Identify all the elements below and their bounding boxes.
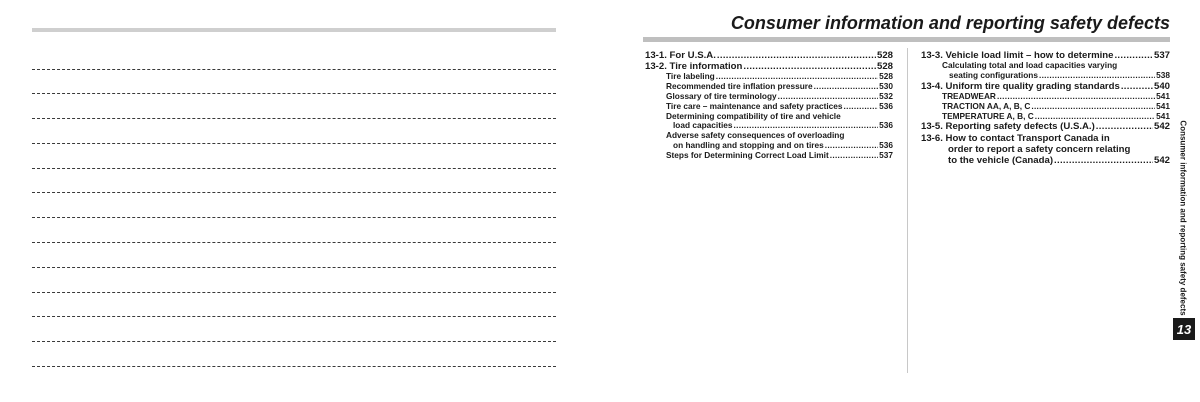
toc-page: 530 xyxy=(879,81,893,92)
toc-label: seating configurations xyxy=(949,70,1038,80)
note-line xyxy=(32,69,556,70)
toc-page: 542 xyxy=(1153,155,1170,166)
toc-entry-multiline[interactable] xyxy=(921,61,1170,81)
title-rule xyxy=(643,37,1170,42)
note-line xyxy=(32,242,556,243)
toc-page: 540 xyxy=(1153,80,1170,92)
toc-label: 13-6. How to contact Transport Canada in xyxy=(921,132,1110,144)
toc-label: Determining compatibility of tire and vehicle xyxy=(666,110,841,121)
toc-page: 541 xyxy=(1156,100,1170,111)
note-line xyxy=(32,118,556,119)
toc-page: 528 xyxy=(879,71,893,82)
toc-page: 532 xyxy=(879,91,893,101)
toc-label: TREADWEAR xyxy=(942,91,996,101)
note-line xyxy=(32,267,556,268)
note-line xyxy=(32,217,556,218)
toc-label: order to report a safety concern relating xyxy=(948,143,1131,155)
toc-page: 536 xyxy=(879,120,893,131)
toc-page: 537 xyxy=(1153,50,1170,61)
toc-label: Adverse safety consequences of overloading xyxy=(666,130,845,141)
toc-page: 542 xyxy=(1153,121,1170,133)
side-chapter-label-text: Consumer information and reporting safety defects xyxy=(1178,120,1188,316)
note-line xyxy=(32,366,556,367)
toc-label: 13-3. Vehicle load limit – how to determine xyxy=(921,50,1114,61)
note-line xyxy=(32,292,556,293)
note-line xyxy=(32,192,556,193)
toc-entry-multiline[interactable] xyxy=(645,112,893,132)
toc-label: Calculating total and load capacities varying xyxy=(942,60,1118,71)
toc-label: Glossary of tire terminology xyxy=(666,91,777,101)
toc-page: 536 xyxy=(879,100,893,111)
toc-label: TEMPERATURE A, B, C xyxy=(942,110,1034,121)
toc-label: to the vehicle (Canada) xyxy=(948,155,1054,166)
toc-entry[interactable] xyxy=(921,121,1170,132)
note-line xyxy=(32,168,556,169)
column-divider xyxy=(907,48,908,373)
toc-entry[interactable] xyxy=(645,151,893,161)
toc-label: Tire labeling xyxy=(666,71,715,82)
toc-label: Tire care – maintenance and safety practices xyxy=(666,100,843,111)
page-title: Consumer information and reporting safety defects xyxy=(730,13,1170,33)
toc-label: 13-5. Reporting safety defects (U.S.A.) xyxy=(921,121,1095,133)
side-chapter-label xyxy=(1175,118,1191,318)
toc-label: Recommended tire inflation pressure xyxy=(666,81,813,92)
note-line xyxy=(32,143,556,144)
toc-label: on handling and stopping and on tires xyxy=(673,139,824,150)
chapter-tab[interactable]: 13 xyxy=(1173,318,1195,340)
notes-header-rule xyxy=(32,28,556,32)
toc-label: load capacities xyxy=(673,120,733,131)
toc-label: Steps for Determining Correct Load Limit xyxy=(666,149,829,160)
toc-page: 541 xyxy=(1156,91,1170,101)
toc-page: 536 xyxy=(879,139,893,150)
toc-column-left xyxy=(645,50,893,161)
toc-entry[interactable] xyxy=(645,50,893,61)
toc-page: 541 xyxy=(1156,110,1170,121)
toc-label: 13-4. Uniform tire quality grading standards xyxy=(921,80,1120,92)
note-line xyxy=(32,93,556,94)
toc-page: 538 xyxy=(1156,70,1170,80)
toc-entry[interactable] xyxy=(921,112,1170,122)
toc-label: 13-1. For U.S.A. xyxy=(645,50,716,61)
toc-label: 13-2. Tire information xyxy=(645,61,743,73)
toc-page: 528 xyxy=(876,61,893,73)
toc-entry-multiline[interactable] xyxy=(645,131,893,151)
toc-page: 537 xyxy=(879,149,893,160)
toc-page: 528 xyxy=(876,50,893,61)
toc-label: TRACTION AA, A, B, C xyxy=(942,100,1031,111)
toc-entry-multiline[interactable] xyxy=(921,133,1170,167)
note-line xyxy=(32,341,556,342)
toc-column-right xyxy=(921,50,1170,166)
note-line xyxy=(32,316,556,317)
